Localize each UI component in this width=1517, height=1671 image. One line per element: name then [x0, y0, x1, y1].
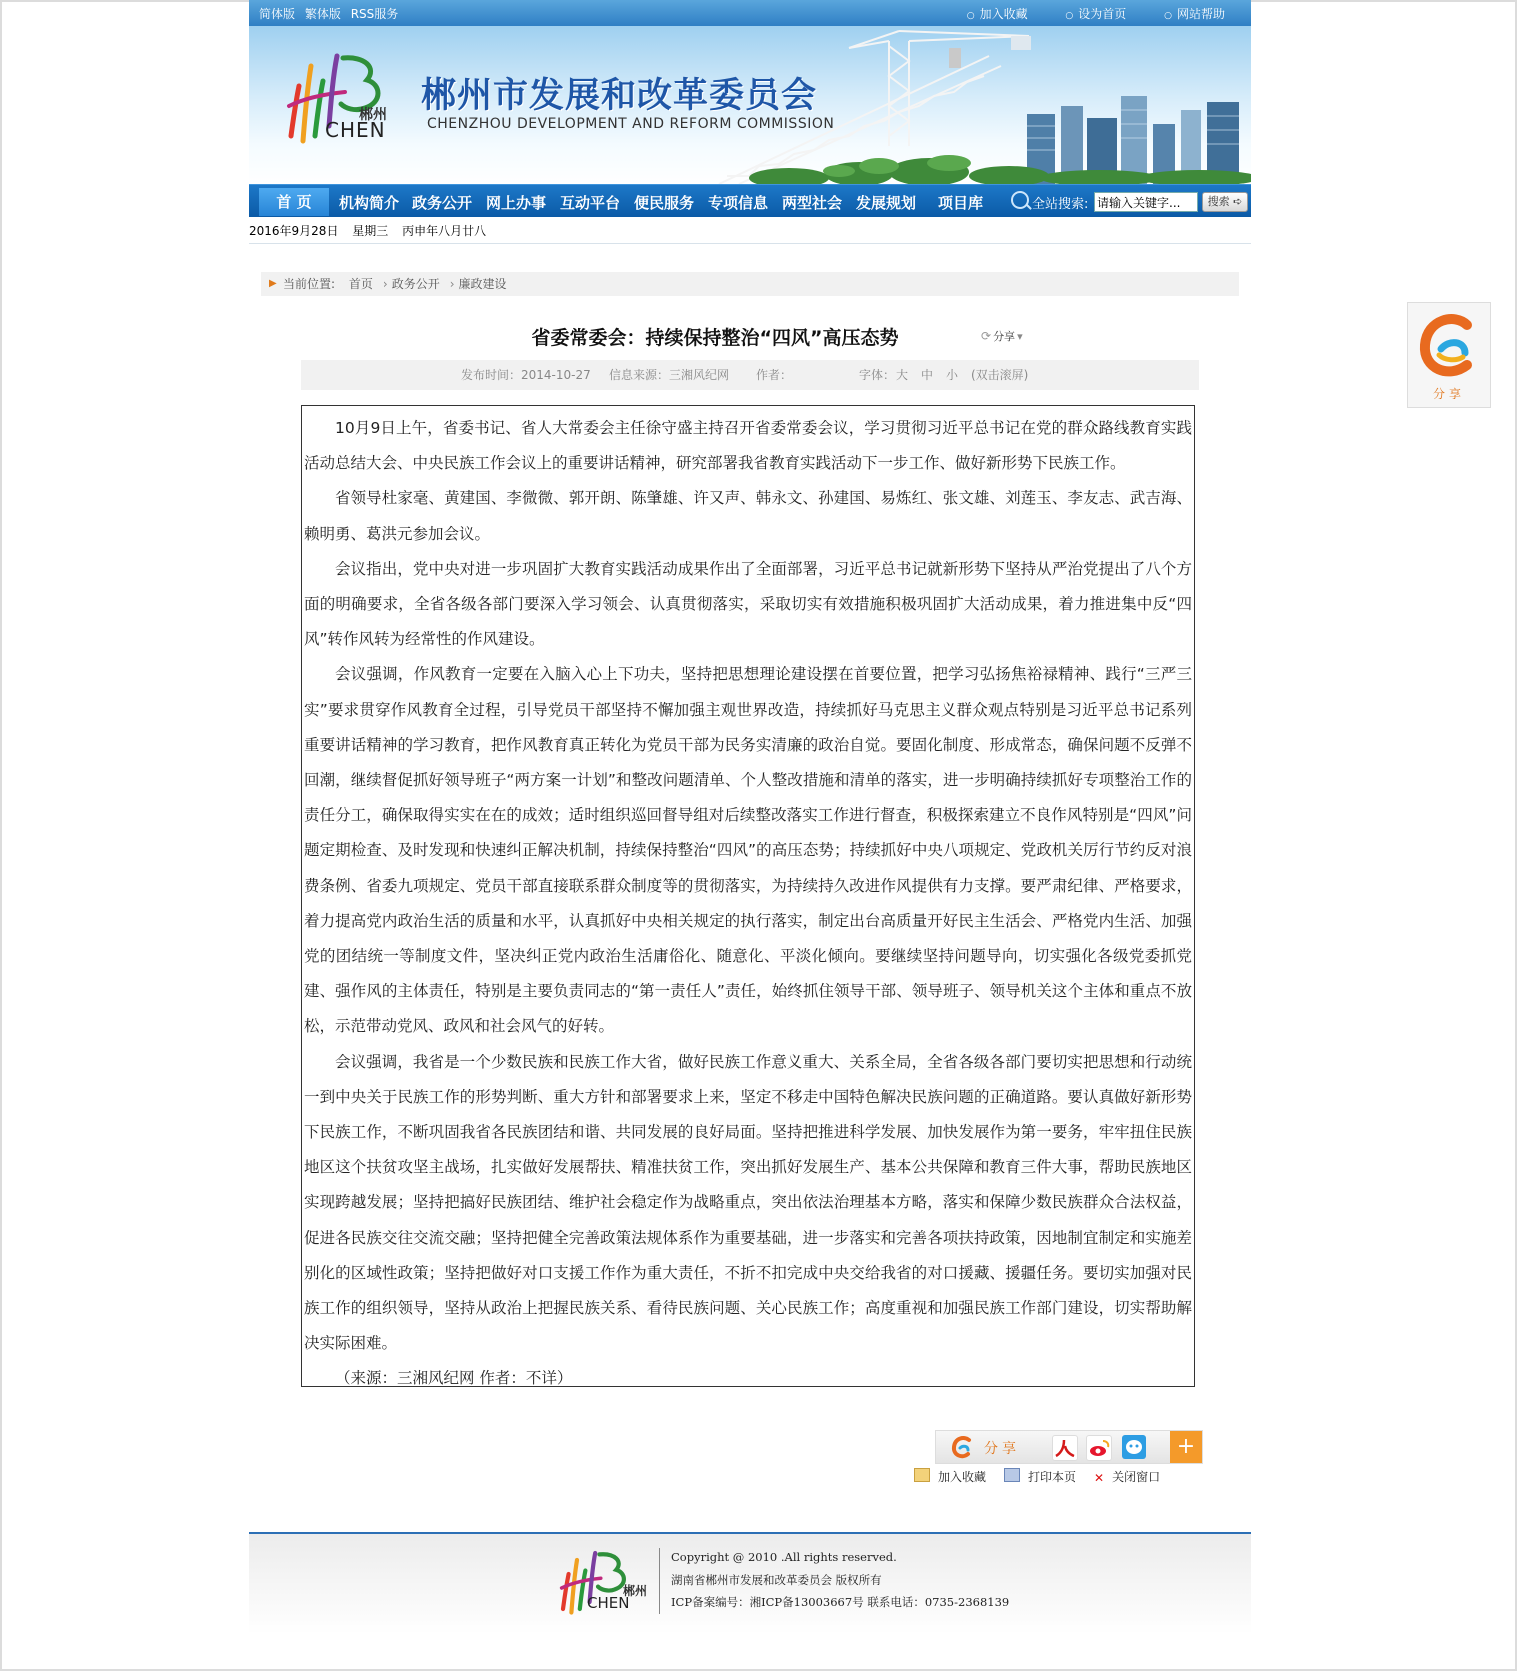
date-bar — [249, 222, 496, 239]
divider — [249, 243, 1251, 244]
share-bar — [935, 1430, 1203, 1464]
share-bar-label: 分享 — [984, 1441, 1020, 1457]
article-paragraph: 会议指出，党中央对进一步巩固扩大教育实践活动成果作出了全面部署，习近平总书记就新形势下坚持从严治党提出了八个方面的明确要求，全省各级各部门要深入学习领会、认真贯彻落实，采取切实有效措施积极巩固扩大活动成果，着力推进集中反“四风”转作风转为经常性的作风建设。 — [304, 559, 1192, 649]
main-nav — [249, 184, 1251, 217]
nav-home[interactable]: 首 页 — [259, 188, 329, 216]
add-favorite-link[interactable]: ○ 加入收藏 — [967, 7, 1028, 21]
footer — [249, 1534, 1251, 1634]
share-logo-icon — [1419, 313, 1479, 379]
site-subtitle: CHENZHOU DEVELOPMENT AND REFORM COMMISSION — [427, 116, 835, 132]
article-meta — [301, 360, 1199, 390]
author: 作者： — [756, 368, 793, 382]
share-logo-icon — [950, 1435, 974, 1459]
top-bar — [249, 0, 1251, 26]
utility-links — [933, 5, 1225, 22]
close-window-label: 关闭窗口 — [1112, 1470, 1161, 1484]
lang-simplified-link[interactable]: 简体版 — [259, 7, 296, 21]
share-more-button[interactable]: + — [1170, 1431, 1202, 1463]
publish-date: 发布时间：2014-10-27 — [461, 368, 591, 382]
article-paragraph: 会议强调，作风教育一定要在入脑入心上下功夫，坚持把思想理论建设摆在首要位置，把学习弘扬焦裕禄精神、践行“三严三实”要求贯穿作风教育全过程，引导党员干部坚持不懈加强主观世界改造，持续抓好马克思主义群众观点特别是习近平总书记系列重要讲话精神的学习教育，把作风教育真正转化为党员干部为民务实清廉的政治自觉。要固化制度、形成常态，确保问题不反弹不回潮，继续督促抓好领导班子“两方案一计划”和整改问题清单、个人整改措施和清单的落实，进一步明确持续抓好专项整治工作的责任分工，确保取得实实在在的成效；适时组织巡回督导组对后续整改落实工作进行督查，积极探索建立不良作风特别是“四风”问题定期检查、及时发现和快速纠正解决机制，持续保持整治“四风”的高压态势；持续抓好中央八项规定、党政机关厉行节约反对浪费条例、省委九项规定、党员干部直接联系群众制度等的贯彻落实，为持续持久改进作风提供有力支撑。要严肃纪律、严格要求，着力提高党内政治生活的质量和水平，认真抓好中央相关规定的执行落实，制定出台高质量开好民主生活会、严格党内生活、加强党的团结统一等制度文件，坚决纠正党内政治生活庸俗化、随意化、平淡化倾向。要继续坚持问题导向，切实强化各级党委抓党建、强作风的主体责任，特别是主要负责同志的“第一责任人”责任，始终抓住领导干部、领导班子、领导机关这个主体和重点不放松，示范带动党风、政风和社会风气的好转。 — [304, 665, 1192, 1036]
nav-item-dev-planning[interactable]: 发展规划 — [856, 194, 917, 212]
language-links — [259, 5, 404, 22]
article-paragraph: 会议强调，我省是一个少数民族和民族工作大省，做好民族工作意义重大、关系全局，全省各级各部门要切实把思想和行动统一到中央关于民族工作的形势判断、重大方针和部署要求上来，坚定不移走中国特色解决民族问题的正确道路。要认真做好新形势下民族工作，不断巩固我省各民族团结和谐、共同发展的良好局面。坚持把推进科学发展、加快发展作为第一要务，牢牢扭住民族地区这个扶贫攻坚主战场，扎实做好发展帮扶、精准扶贫工作，突出抓好发展生产、基本公共保障和教育三件大事，帮助民族地区实现跨越发展；坚持把搞好民族团结、维护社会稳定作为战略重点，突出依法治理基本方略，落实和保障少数民族群众合法权益，促进各民族交往交流交融；坚持把健全完善政策法规体系作为重要基础，进一步落实和完善各项扶持政策，因地制宜制定和实施差别化的区域性政策；坚持把做好对口支援工作作为重大责任，不折不扣完成中央交给我省的对口援藏、援疆任务。要切实加强对民族工作的组织领导，坚持从政治上把握民族关系、看待民族问题、关心民族工作；高度重视和加强民族工作部门建设，切实帮助解决实际困难。 — [304, 1052, 1192, 1353]
info-source: 信息来源：三湘风纪网 — [609, 368, 730, 382]
breadcrumb-arrow-icon: ▶ — [269, 278, 277, 289]
breadcrumb-prefix: 当前位置: — [283, 277, 336, 291]
lunar-date: 丙申年八月廿八 — [402, 224, 487, 238]
font-size-label: 字体： — [859, 368, 896, 382]
article-paragraph: 10月9日上午，省委书记、省人大常委会主任徐守盛主持召开省委常委会议，学习贯彻习近平总书记在党的群众路线教育实践活动总结大会、中央民族工作会议上的重要讲话精神，研究部署我省教育实践活动下一步工作、做好新形势下民族工作。 — [304, 419, 1192, 473]
nav-item-special-info[interactable]: 专项信息 — [708, 194, 769, 212]
footer-copyright: Copyright @ 2010 .All rights reserved. — [671, 1550, 897, 1564]
breadcrumb-gov-affairs[interactable]: 政务公开 — [391, 277, 440, 291]
site-help-link[interactable]: ○ 网站帮助 — [1164, 7, 1225, 21]
current-date: 2016年9月28日 — [249, 224, 339, 238]
article-title-text: 省委常委会：持续保持整治“四风”高压态势 — [531, 327, 899, 349]
footer-logo-en: CHEN — [587, 1594, 630, 1612]
search-input[interactable] — [1094, 192, 1198, 212]
search-button-label: 搜索 — [1207, 195, 1230, 208]
add-favorite-action[interactable] — [914, 1468, 986, 1485]
share-dropdown[interactable]: ⟳ 分享 ▾ — [981, 328, 1023, 344]
page-wrapper — [249, 0, 1251, 1671]
nav-item-public-service[interactable]: 便民服务 — [634, 194, 695, 212]
font-medium-button[interactable]: 中 — [921, 368, 934, 382]
print-page-label: 打印本页 — [1028, 1470, 1077, 1484]
article-paragraph: 省领导杜家毫、黄建国、李微微、郭开朗、陈肇雄、许又声、韩永文、孙建国、易炼红、张文雄、刘莲玉、李友志、武吉海、赖明勇、葛洪元参加会议。 — [304, 489, 1192, 543]
breadcrumb-separator-icon: › — [382, 277, 388, 291]
site-title: 郴州市发展和改革委员会 — [421, 75, 818, 116]
rss-link[interactable]: RSS服务 — [350, 7, 399, 21]
search-icon — [1011, 191, 1029, 209]
close-window-action[interactable] — [1094, 1468, 1160, 1485]
footer-owner: 湖南省郴州市发展和改革委员会 版权所有 — [671, 1573, 882, 1587]
set-homepage-link[interactable]: ○ 设为首页 — [1065, 7, 1126, 21]
add-favorite-label: 加入收藏 — [938, 1470, 987, 1484]
article-body — [301, 405, 1195, 1387]
close-icon: ✕ — [1094, 1471, 1105, 1485]
nav-item-interaction[interactable]: 互动平台 — [560, 194, 621, 212]
breadcrumb-current[interactable]: 廉政建设 — [458, 277, 507, 291]
nav-item-online-service[interactable]: 网上办事 — [486, 194, 547, 212]
folder-star-icon — [914, 1468, 930, 1482]
renren-icon[interactable] — [1052, 1435, 1078, 1461]
header-banner — [249, 26, 1251, 184]
article-title — [249, 323, 1251, 350]
printer-icon — [1004, 1468, 1020, 1482]
floating-share-button[interactable] — [1407, 302, 1491, 408]
lang-traditional-link[interactable]: 繁体版 — [304, 7, 341, 21]
logo-cn-text: 郴州 — [359, 107, 387, 123]
nav-item-two-type-society[interactable]: 两型社会 — [782, 194, 843, 212]
footer-icp: ICP备案编号：湘ICP备13003667号 联系电话：0735-2368139 — [671, 1595, 1010, 1609]
logo-en-text: CHEN — [325, 118, 386, 142]
weibo-icon[interactable] — [1086, 1435, 1112, 1461]
floating-share-label: 分享 — [1432, 387, 1465, 401]
font-small-button[interactable]: 小 — [946, 368, 959, 382]
font-large-button[interactable]: 大 — [896, 368, 909, 382]
dblclick-scroll-hint: (双击滚屏) — [971, 368, 1029, 382]
breadcrumb-home[interactable]: 首页 — [348, 277, 373, 291]
search-button[interactable]: 搜索 ➪ — [1202, 192, 1248, 212]
nav-item-gov-affairs[interactable]: 政务公开 — [412, 194, 473, 212]
nav-item-about[interactable]: 机构简介 — [339, 194, 400, 212]
footer-logo-cn: 郴州 — [623, 1584, 648, 1598]
search-label: 全站搜索: — [1032, 197, 1089, 212]
qzone-icon[interactable] — [1122, 1435, 1146, 1459]
breadcrumb-separator-icon: › — [449, 277, 455, 291]
footer-vertical-divider — [659, 1548, 660, 1614]
breadcrumb — [261, 272, 1239, 296]
nav-item-project-library[interactable]: 项目库 — [938, 194, 984, 212]
print-page-action[interactable] — [1004, 1468, 1076, 1485]
article-source-note: （来源：三湘风纪网 作者：不详） — [335, 1369, 573, 1388]
current-weekday: 星期三 — [352, 224, 389, 238]
